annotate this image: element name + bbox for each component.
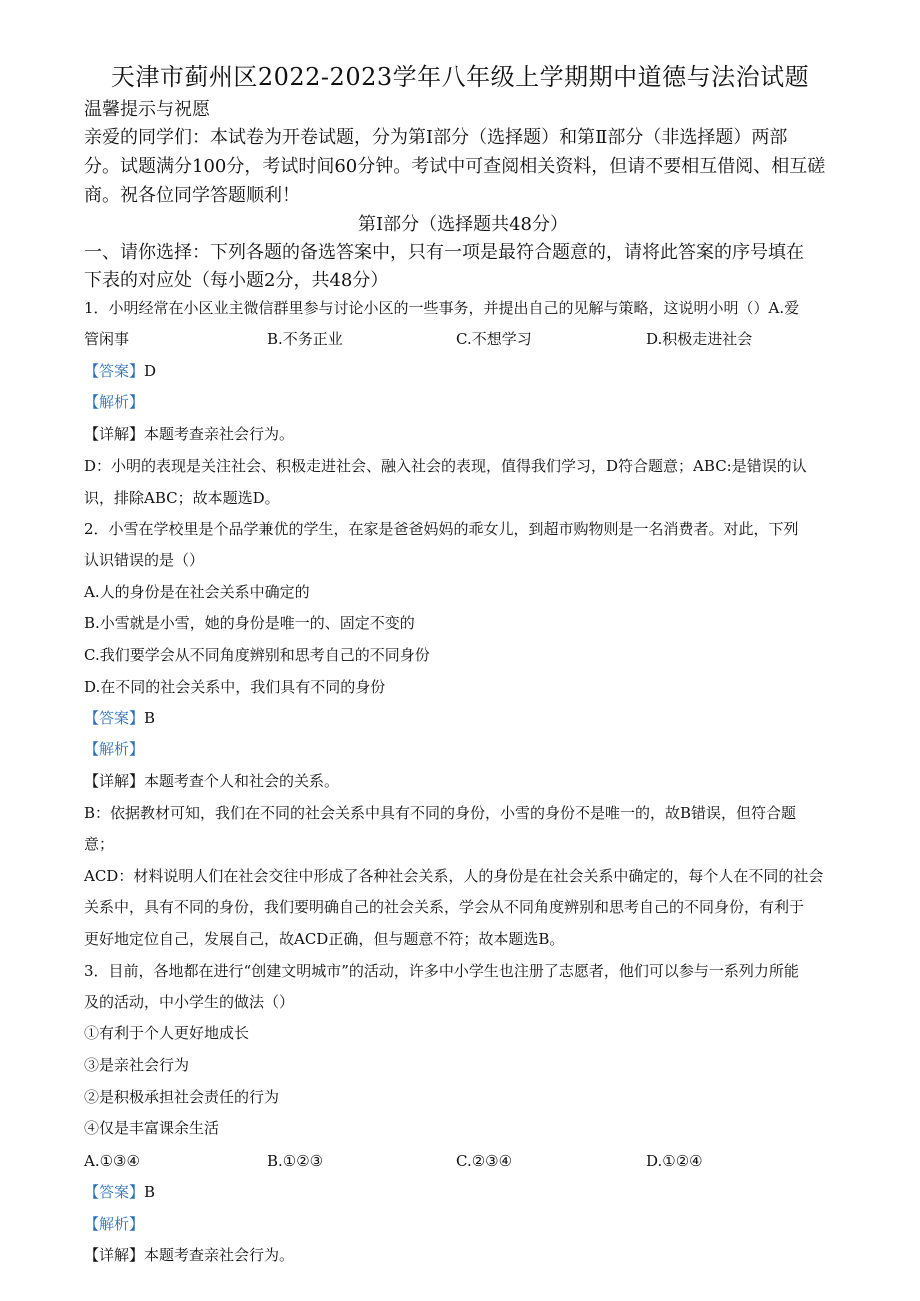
q2-explain: 关系中，具有不同的身份，我们要明确自己的社会关系，学会从不同角度辨别和思考自己的不同身份，有利于 [84, 898, 805, 916]
q3-answer-value: B [144, 1183, 156, 1201]
q2-explain: 更好地定位自己，发展自己，故ACD正确，但与题意不符；故本题选B。 [84, 930, 565, 948]
q2-answer [84, 707, 842, 729]
q1-analysis [84, 391, 842, 413]
q2-analysis [84, 738, 842, 760]
analysis-label: 【解析】 [84, 740, 145, 758]
q3-statement: ④仅是丰富课余生活 [84, 1119, 220, 1137]
q3-option-a: A.①③④ [84, 1152, 140, 1170]
q3-stem: 及的活动，中小学生的做法（） [84, 993, 295, 1011]
answer-label: 【答案】 [84, 1183, 145, 1201]
q2-option-c: C.我们要学会从不同角度辨别和思考自己的不同身份 [84, 646, 430, 664]
notice-line: 商。祝各位同学答题顺利！ [84, 185, 300, 206]
notice-heading: 温馨提示与祝愿 [84, 99, 210, 120]
notice-line: 分。试题满分100分，考试时间60分钟。考试中可查阅相关资料，但请不要相互借阅、相互磋 [84, 156, 826, 177]
q1-explain: 识，排除ABC；故本题选D。 [84, 489, 280, 507]
q2-option-b: B.小雪就是小雪，她的身份是唯一的、固定不变的 [84, 614, 415, 632]
q1-option-a: 管闲事 [84, 330, 130, 348]
section-instruction: 一、请你选择：下列各题的备选答案中，只有一项是最符合题意的，请将此答案的序号填在 [84, 242, 804, 263]
q2-explain: B：依据教材可知，我们在不同的社会关系中具有不同的身份，小雪的身份不是唯一的，故B错误，但符合题 [84, 804, 797, 822]
q1-answer-value: D [144, 362, 157, 380]
answer-label: 【答案】 [84, 709, 145, 727]
q1-explain: D：小明的表现是关注社会、积极走进社会、融入社会的表现，值得我们学习，D符合题意；ABC:是错误的认 [84, 457, 807, 475]
q1-detail: 【详解】本题考查亲社会行为。 [84, 425, 295, 443]
q2-detail: 【详解】本题考查个人和社会的关系。 [84, 772, 340, 790]
q3-statement: ①有利于个人更好地成长 [84, 1024, 250, 1042]
answer-label: 【答案】 [84, 362, 145, 380]
analysis-label: 【解析】 [84, 393, 145, 411]
q1-option-d: D.积极走进社会 [646, 330, 753, 348]
q3-option-d: D.①②④ [646, 1152, 703, 1170]
q3-stem: 3．目前，各地都在进行“创建文明城市”的活动，许多中小学生也注册了志愿者，他们可以参与一系列力所能 [84, 962, 799, 980]
q2-option-a: A.人的身份是在社会关系中确定的 [84, 583, 310, 601]
q1-stem: 1．小明经常在小区业主微信群里参与讨论小区的一些事务，并提出自己的见解与策略，这说明小明（）A.爱 [84, 299, 800, 317]
q2-answer-value: B [144, 709, 156, 727]
part1-title: 第Ⅰ部分（选择题共48分） [357, 214, 568, 235]
q3-statement: ②是积极承担社会责任的行为 [84, 1088, 280, 1106]
q3-detail: 【详解】本题考查亲社会行为。 [84, 1246, 295, 1264]
q3-statement: ③是亲社会行为 [84, 1056, 190, 1074]
q2-stem: 2．小雪在学校里是个品学兼优的学生，在家是爸爸妈妈的乖女儿，到超市购物则是一名消费者。对此，下列 [84, 520, 799, 538]
q1-answer [84, 360, 842, 382]
q2-explain: ACD：材料说明人们在社会交往中形成了各种社会关系，人的身份是在社会关系中确定的，每个人在不同的社会 [84, 867, 824, 885]
q2-explain: 意； [84, 835, 115, 853]
q1-option-b: B.不务正业 [267, 330, 343, 348]
q3-answer [84, 1181, 842, 1203]
notice-line: 亲爱的同学们：本试卷为开卷试题，分为第Ⅰ部分（选择题）和第Ⅱ部分（非选择题）两部 [84, 127, 788, 148]
page-title: 天津市蓟州区2022-2023学年八年级上学期期中道德与法治试题 [110, 63, 810, 91]
q2-stem: 认识错误的是（） [84, 551, 205, 569]
q2-option-d: D.在不同的社会关系中，我们具有不同的身份 [84, 678, 386, 696]
q3-option-c: C.②③④ [456, 1152, 513, 1170]
analysis-label: 【解析】 [84, 1215, 145, 1233]
q3-analysis [84, 1213, 842, 1235]
section-instruction: 下表的对应处（每小题2分，共48分） [84, 270, 389, 291]
q1-option-c: C.不想学习 [456, 330, 532, 348]
q3-option-b: B.①②③ [267, 1152, 324, 1170]
